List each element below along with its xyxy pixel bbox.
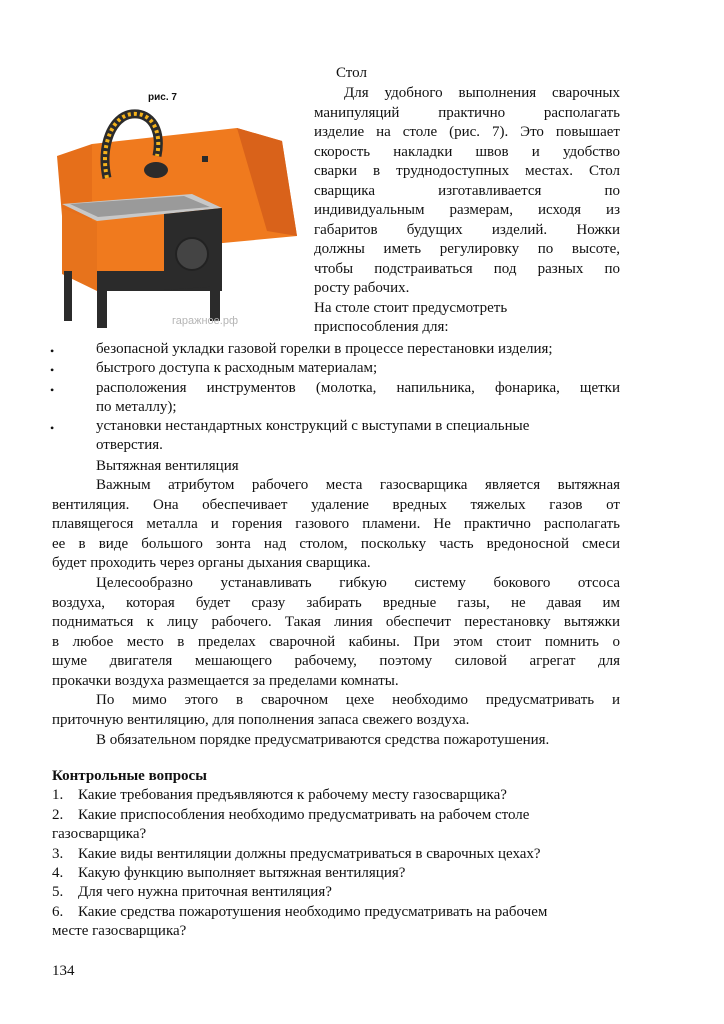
text-line: сварщика изготавливается по [314, 182, 620, 199]
text-line: По мимо этого в сварочном цехе необходимо предусматривать и [96, 692, 620, 708]
text-line: плавящегося металла и горения газового пламени. Не практично располагать [52, 516, 620, 532]
text-line: будет проходить через органы дыхания сварщика. [52, 555, 371, 571]
text-line: шуме двигателя мешающего рабочему, поэтому силовой агрегат для [52, 653, 620, 669]
vent-paragraph-2 [52, 574, 620, 691]
question-number: 2. [52, 807, 64, 823]
question-number: 4. [52, 865, 64, 881]
bullet-dot: • [50, 383, 55, 397]
text-line: чтобы подстраиваться под разных по [314, 260, 620, 277]
text-line: подниматься к лицу рабочего. Такая линия обеспечит перестановку вытяжки [52, 614, 620, 630]
text-line: воздуха, которая будет сразу забирать вредные газы, не давая им [52, 594, 620, 611]
question-text: Какие требования предъявляются к рабочему месту газосварщика? [78, 787, 507, 803]
question-text: Какие виды вентиляции должны предусматриваться в сварочных цехах? [78, 846, 541, 862]
vent-paragraph-3 [52, 691, 620, 730]
text-line: приточную вентиляцию, для пополнения запаса свежего воздуха. [52, 711, 470, 728]
text-line: изделие на столе (рис. 7). Это повышает [314, 124, 620, 140]
figure-watermark: гаражное.рф [172, 315, 239, 327]
bullet-dot: • [50, 344, 55, 358]
question-text: Для чего нужна приточная вентиляция? [78, 884, 332, 900]
bullet-dot: • [50, 363, 55, 377]
text-line: индивидуальным размерам, исходя из [314, 202, 620, 218]
question-text: Какие средства пожаротушения необходимо предусматривать на рабочем [78, 904, 548, 920]
text-line: На столе стоит предусмотреть [314, 299, 508, 316]
text-line: вентиляция. Она обеспечивает удаление вредных тяжелых газов от [52, 496, 620, 513]
bullet-item: расположения инструментов (молотка, напильника, фонарика, щетки [96, 380, 620, 396]
bullet-item-cont: по металлу); [96, 399, 177, 415]
text-line: ее в виде большого зонта над столом, поскольку часть вредоносной смеси [52, 535, 620, 552]
question-text-cont: газосварщика? [52, 826, 147, 842]
question-number: 6. [52, 904, 64, 920]
text-line: прокачки воздуха размещается за пределами комнаты. [52, 672, 399, 689]
text-line: габаритов будущих изделий. Ножки [314, 221, 620, 238]
text-line: Целесообразно устанавливать гибкую систему бокового отсоса [96, 575, 620, 591]
bullet-item-cont: отверстия. [96, 437, 163, 453]
questions-heading: Контрольные вопросы [52, 768, 207, 784]
text-line: манипуляций практично располагать [314, 104, 620, 121]
extraction-hood [144, 162, 168, 178]
text-line: росту рабочих. [314, 280, 410, 296]
vent-paragraph-4: В обязательном порядке предусматриваются средства пожаротушения. [96, 732, 550, 748]
bullet-dot: • [50, 421, 55, 435]
table-paragraph [314, 84, 620, 338]
bullet-item: установки нестандартных конструкций с выступами в специальные [96, 418, 530, 434]
text-line: Важным атрибутом рабочего места газосварщика является вытяжная [96, 477, 620, 493]
text-line: Для удобного выполнения сварочных [344, 85, 620, 101]
text-line: скорость накладки швов и удобство [314, 143, 620, 160]
question-text: Какие приспособления необходимо предусматривать на рабочем столе [78, 807, 530, 823]
text-line: сварки в труднодоступных местах. Стол [314, 163, 620, 179]
bullet-item: быстрого доступа к расходным материалам; [96, 360, 378, 376]
text-line: должны иметь регулировку по высоте, [314, 241, 620, 257]
bullet-item: безопасной укладки газовой горелки в процессе перестановки изделия; [96, 341, 553, 357]
welding-table-image [52, 86, 307, 336]
question-text: Какую функцию выполняет вытяжная вентиляция? [78, 865, 406, 881]
vent-paragraph-1 [52, 476, 620, 574]
text-line: приспособления для: [314, 319, 449, 335]
question-text-cont: месте газосварщика? [52, 923, 187, 939]
section-heading-table: Стол [336, 65, 367, 81]
figure-welding-table [52, 86, 307, 336]
figure-caption: рис. 7 [148, 92, 177, 103]
question-number: 1. [52, 787, 64, 803]
section-heading-ventilation: Вытяжная вентиляция [96, 458, 239, 474]
question-number: 5. [52, 884, 64, 900]
question-number: 3. [52, 846, 64, 862]
page-number: 134 [52, 963, 75, 979]
text-line: в любое место в пределах сварочной кабины. При этом стоит помнить о [52, 633, 620, 650]
